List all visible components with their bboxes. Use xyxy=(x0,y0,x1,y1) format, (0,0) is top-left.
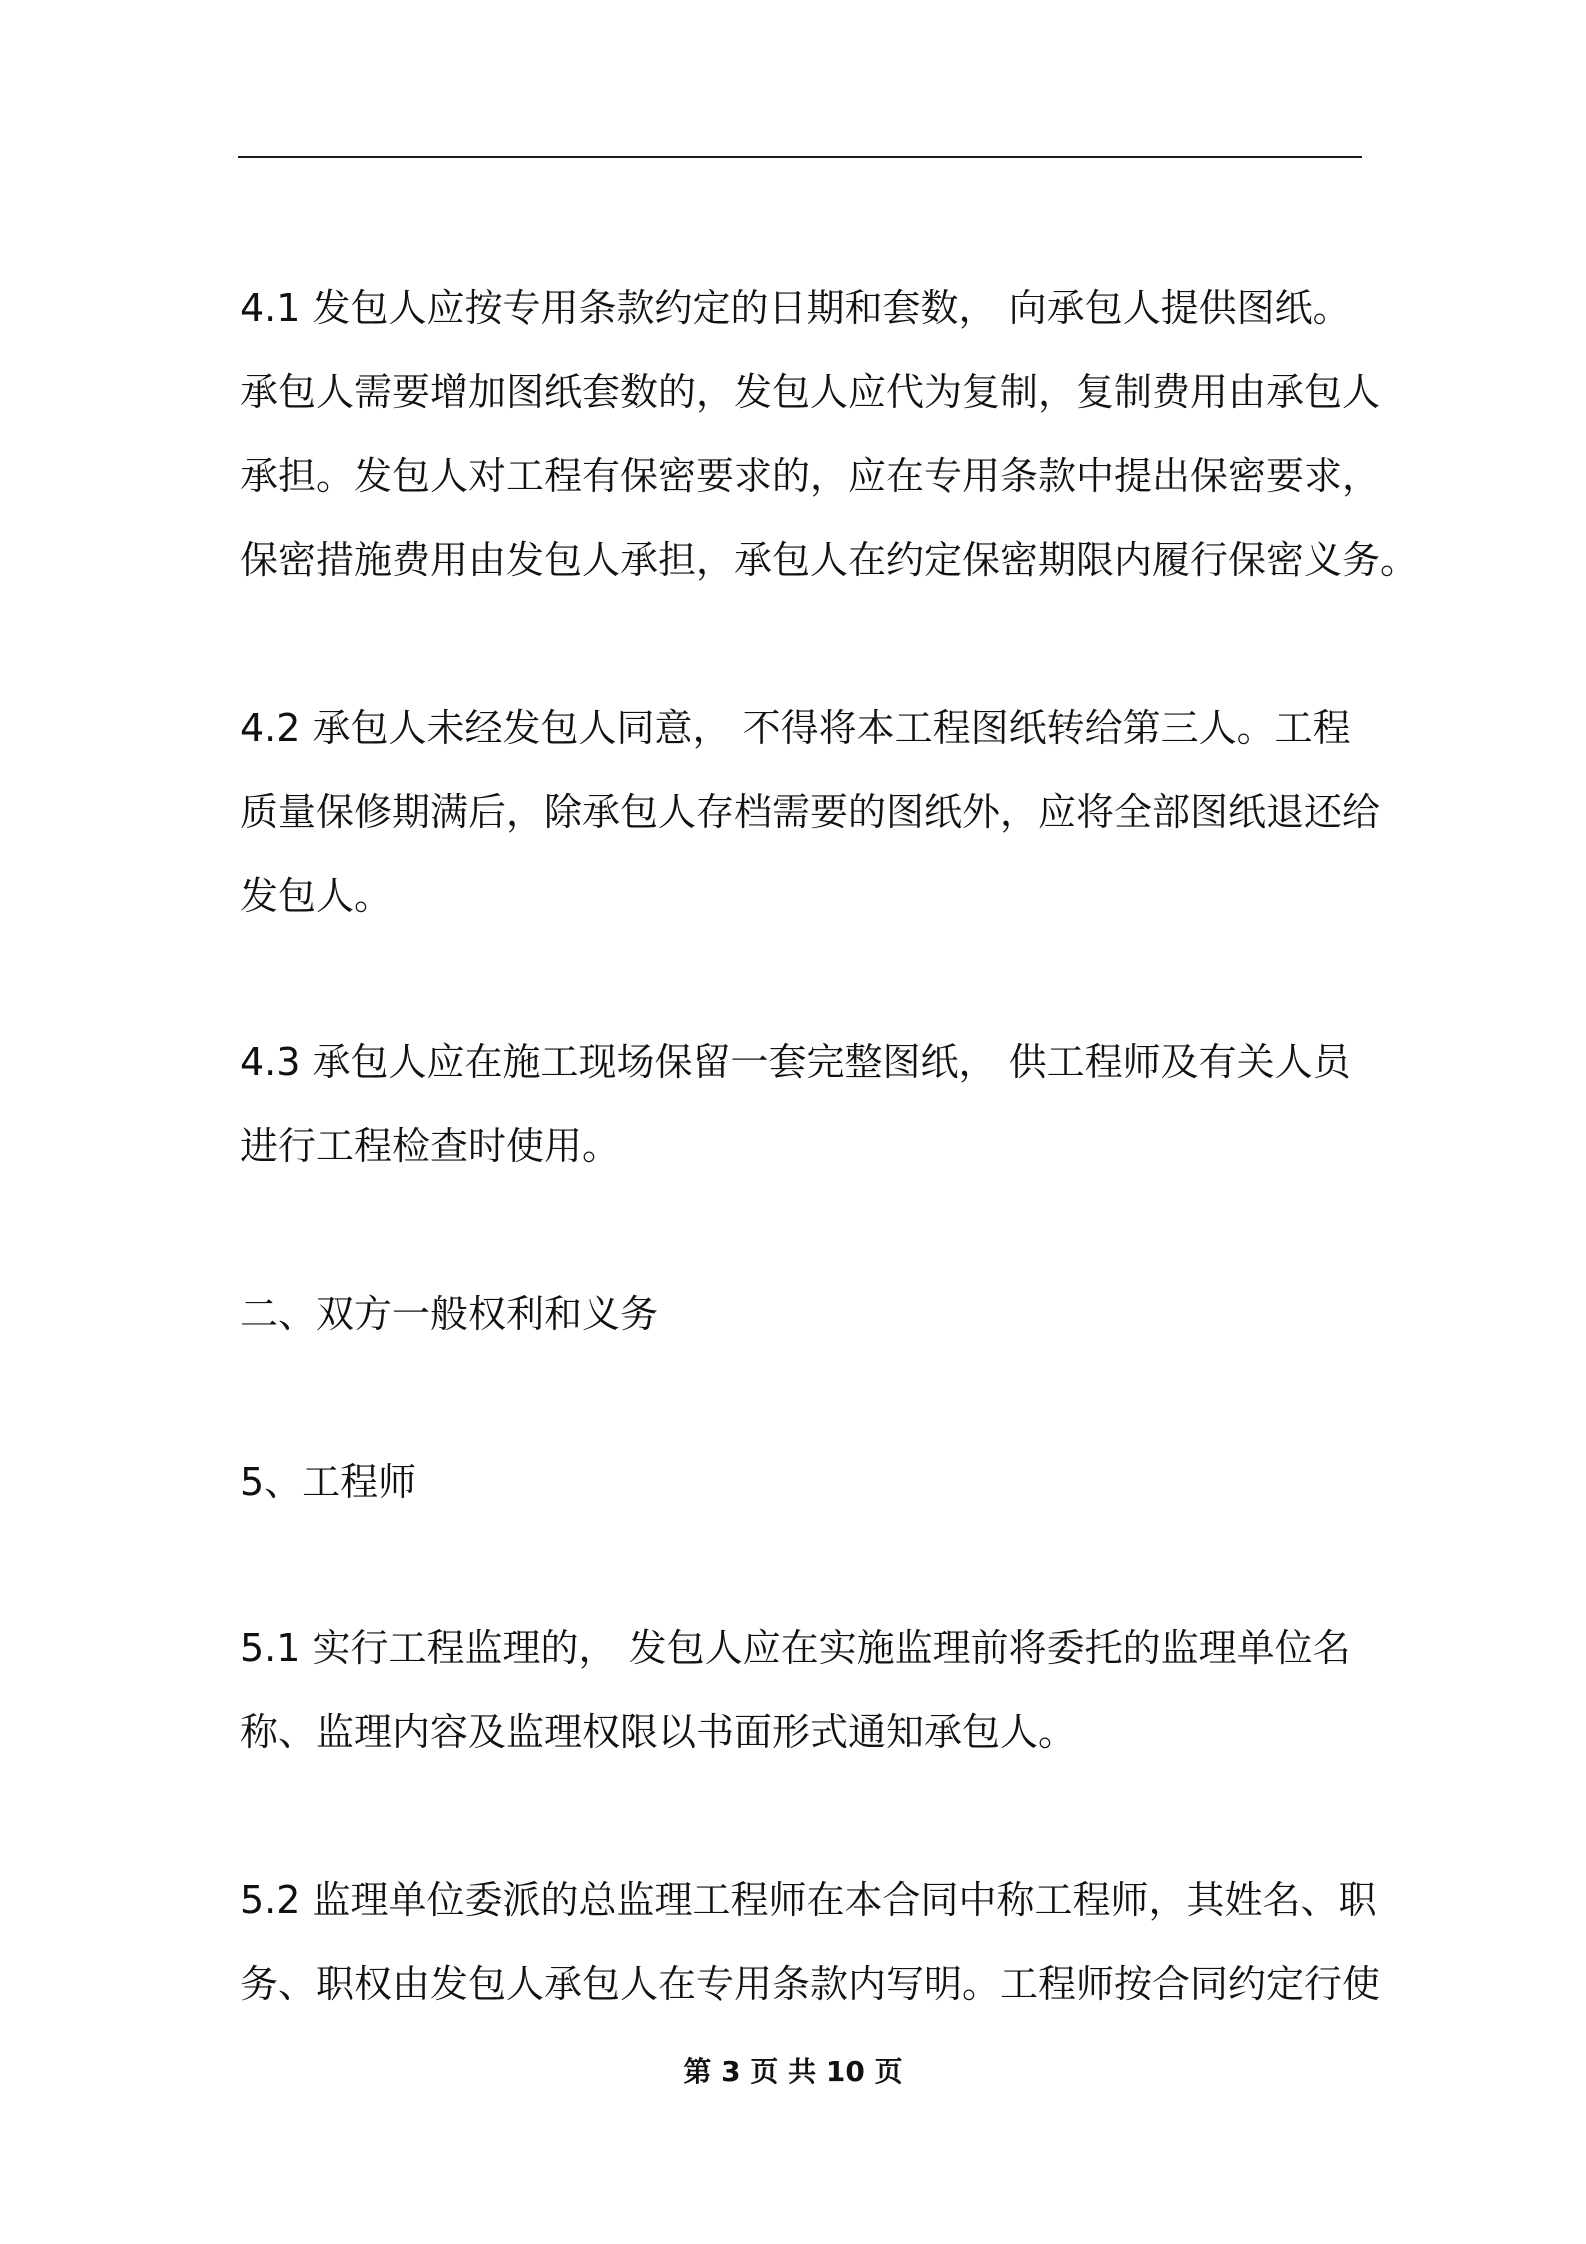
clause-4-3 xyxy=(240,1020,1362,1188)
section-heading: 二、双方一般权利和义务 xyxy=(240,1292,659,1336)
clause-5-1 xyxy=(240,1606,1362,1774)
clause-4-2 xyxy=(240,686,1381,938)
text-line: 4.3 承包人应在施工现场保留一套完整图纸， 供工程师及有关人员 xyxy=(240,1040,1351,1084)
text-line: 发包人。 xyxy=(240,874,393,918)
text-line: 5.2 监理单位委派的总监理工程师在本合同中称工程师，其姓名、职 xyxy=(240,1878,1377,1922)
text-line: 质量保修期满后，除承包人存档需要的图纸外，应将全部图纸退还给 xyxy=(240,790,1381,834)
text-line: 承包人需要增加图纸套数的，发包人应代为复制，复制费用由承包人 xyxy=(240,370,1381,414)
clause-5-2 xyxy=(240,1858,1381,2026)
text-line: 4.1 发包人应按专用条款约定的日期和套数， 向承包人提供图纸。 xyxy=(240,286,1351,330)
text-line: 4.2 承包人未经发包人同意， 不得将本工程图纸转给第三人。工程 xyxy=(240,706,1351,750)
header-rule xyxy=(238,156,1362,158)
clause-4-1 xyxy=(240,266,1419,602)
text-line: 保密措施费用由发包人承担，承包人在约定保密期限内履行保密义务。 xyxy=(240,538,1419,582)
text-line: 称、监理内容及监理权限以书面形式通知承包人。 xyxy=(240,1710,1077,1754)
text-line: 务、职权由发包人承包人在专用条款内写明。工程师按合同约定行使 xyxy=(240,1962,1381,2006)
text-line: 5.1 实行工程监理的， 发包人应在实施监理前将委托的监理单位名 xyxy=(240,1626,1351,1670)
page-number-footer: 第 3 页 共 10 页 xyxy=(683,2055,903,2088)
subsection-heading: 5、工程师 xyxy=(240,1460,417,1504)
text-line: 进行工程检查时使用。 xyxy=(240,1124,621,1168)
text-line: 承担。发包人对工程有保密要求的，应在专用条款中提出保密要求， xyxy=(240,454,1381,498)
